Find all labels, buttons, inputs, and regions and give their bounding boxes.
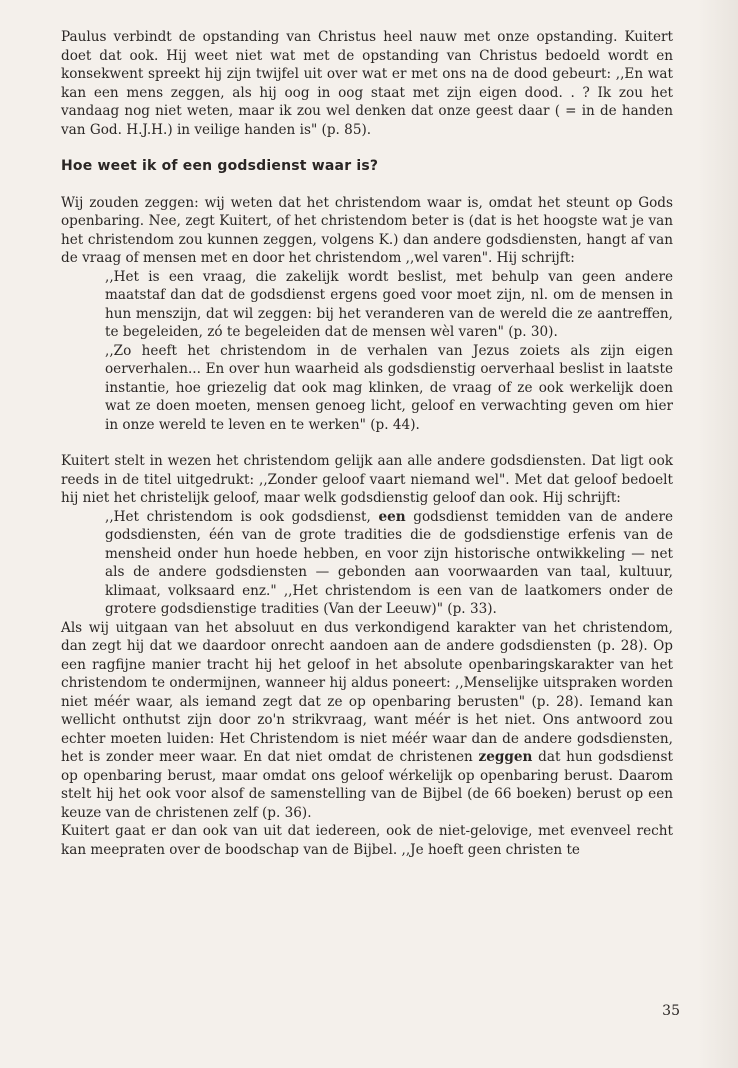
quote-maatstaf: ,,Het is een vraag, die zakelijk wordt beslist, met behulp van geen andere maatstaf dan dat de godsdienst ergens goed voor moet zijn, nl. om de mensen in hun menszijn, dat wil zeggen: bij het veranderen van de wereld die ze aantreffen, te begeleiden, zó te begeleiden dat de mensen wèl varen" (p. 30).: [105, 268, 673, 340]
paragraph-openbaring: Wij zouden zeggen: wij weten dat het christendom waar is, omdat het steunt op Gods openbaring. Nee, zegt Kuitert, of het christendom beter is (dat is het hoogste wat je van het christendom zou kunnen zeggen, volgens K.) dan andere godsdiensten, hangt af van de vraag of mensen met en door het christendom ,,wel varen". Hij schrijft:: [61, 194, 673, 266]
paragraph-absoluut: [61, 619, 673, 823]
page-edge-shadow: [698, 0, 738, 1068]
quote-oerverhalen: ,,Zo heeft het christendom in de verhalen van Jezus zoiets als zijn eigen oerverhalen... En over hun waarheid als godsdienstig oerverhaal beslist in laatste instantie, hoe griezelig dat ook mag klinken, de vraag of ze ook werkelijk doen wat ze doen moeten, mensen genoeg licht, geloof en verwachting geven om hier in onze wereld te leven en te werken" (p. 44).: [105, 342, 673, 433]
quote-godsdienst: [105, 508, 673, 619]
page-number: 35: [662, 1003, 680, 1019]
section-heading: Hoe weet ik of een godsdienst waar is?: [61, 158, 379, 174]
quote-godsdienst-start: ,,Het christendom is ook godsdienst,: [105, 508, 379, 525]
emphasis-een: een: [378, 508, 406, 525]
paragraph-gelijkstelling: Kuitert stelt in wezen het christendom gelijk aan alle andere godsdiensten. Dat ligt ook reeds in de titel uitgedrukt: ,,Zonder geloof vaart niemand wel". Met dat geloof bedoelt hij niet het christelijk geloof, maar welk godsdienstig geloof dan ook. Hij schrijft:: [61, 453, 673, 506]
paragraph-absoluut-start: Als wij uitgaan van het absoluut en dus verkondigend karakter van het christendom, dan zegt hij dat we daardoor onrecht aandoen aan de andere godsdiensten (p. 28). Op een ragfijne manier tracht hij het geloof in het absolute openbaringskarakter van het christendom te ondermijnen, wanneer hij aldus poneert: ,,Menselijke uitspraken worden niet méér waar, als iemand zegt dat ze op openbaring berusten" (p. 28). Iemand kan wellicht onthutst zijn door zo'n strikvraag, want méér is het niet. Ons antwoord zou echter moeten luiden: Het Christendom is niet méér waar dan de andere godsdiensten, het is zonder meer waar. En dat niet omdat de christenen: [61, 619, 673, 765]
emphasis-zeggen: zeggen: [478, 749, 533, 765]
quote-godsdienst-end: godsdienst temidden van de andere godsdiensten, één van de grote tradities die de godsdienstige erfenis van de mensheid onder hun hoede hebben, en voor zijn historische ontwikkeling — net als de andere godsdiensten — gebonden aan voorwaarden van taal, kultuur, klimaat, volksaard enz." ,,Het christendom is een van de laatkomers onder de grotere godsdienstige tradities (Van der Leeuw)" (p. 33).: [105, 508, 673, 617]
page-body: [61, 28, 673, 859]
paragraph-opstanding: Paulus verbindt de opstanding van Christus heel nauw met onze opstanding. Kuitert doet dat ook. Hij weet niet wat met de opstanding van Christus bedoeld wordt en konsekwent spreekt hij zijn twijfel uit over wat er met ons na de dood gebeurt: ,,En wat kan een mens zeggen, als hij oog in oog staat met zijn eigen dood. . ? Ik zou het vandaag nog niet weten, maar ik zou wel denken dat onze geest daar ( = in de handen van God. H.J.H.) in veilige handen is" (p. 85).: [61, 29, 673, 138]
paragraph-absoluut-end: dat hun godsdienst op openbaring berust, maar omdat ons geloof wérkelijk op openbaring berust. Daarom stelt hij het ook voor alsof de samenstelling van de Bijbel (de 66 boeken) berust op een keuze van de christenen zelf (p. 36).: [61, 749, 673, 821]
paragraph-meepraten: Kuitert gaat er dan ook van uit dat iedereen, ook de niet-gelovige, met evenveel recht kan meepraten over de boodschap van de Bijbel. ,,Je hoeft geen christen te: [61, 823, 673, 858]
